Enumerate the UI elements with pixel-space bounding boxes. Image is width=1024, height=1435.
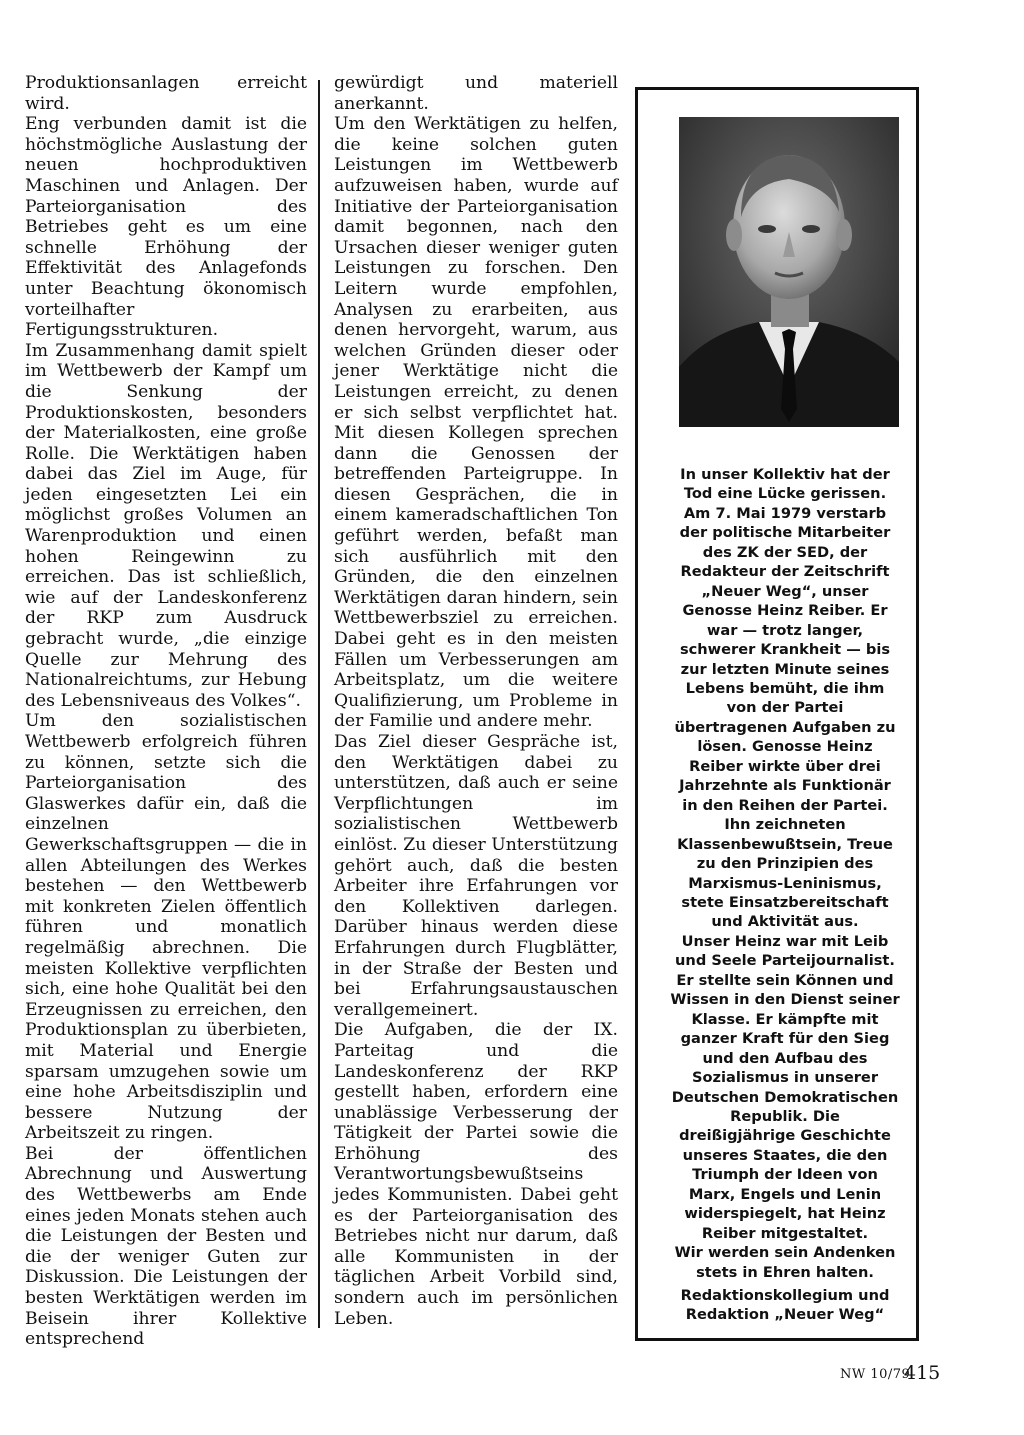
obituary-paragraph: Unser Heinz war mit Leib und Seele Parteijournalist. Er stellte sein Können und Wissen in den Dienst seiner Klasse. Er kämpfte mit ganzer Kraft für den Sieg und den Aufbau des Sozialismus in unserer Deutschen Demokratischen Republik. Die dreißigjährige Geschichte unseres Staates, die den Triumph der Ideen von Marx, Engels und Lenin widerspiegelt, hat Heinz Reiber mitgestaltet. [670,932,900,1242]
paragraph: gewürdigt und materiell anerkannt. [334,73,618,114]
signature-line: Redaktionskollegium und [680,1287,890,1305]
obituary-paragraph: Wir werden sein Andenken stets in Ehren halten. [674,1244,896,1281]
column-divider [318,80,320,1328]
page-number: 415 [904,1362,941,1384]
paragraph: Bei der öffentlichen Abrechnung und Auswertung des Wettbewerbs am Ende eines jeden Monats stehen auch die Leistungen der Besten und die der weniger Guten zur Diskussion. Die Leistungen der besten Werktätigen werden im Beisein ihrer Kollektive entsprechend [25,1143,307,1350]
obituary-paragraph: In unser Kollektiv hat der Tod eine Lücke gerissen. Am 7. Mai 1979 verstarb der politische Mitarbeiter des ZK der SED, der Redakteur der Zeitschrift „Neuer Weg“, unser Genosse Heinz Reiber. Er war — trotz langer, schwerer Krankheit — bis zur letzten Minute seines Lebens bemüht, die ihm von der Partei übertragenen Aufgaben zu lösen. Genosse Heinz Reiber wirkte über drei Jahrzehnte als Funktionär in den Reihen der Partei. Ihn zeichneten Klassenbewußtsein, Treue zu den Prinzipien des Marxismus-Leninismus, stete Einsatzbereitschaft und Aktivität aus. [674,466,896,931]
portrait-photo [679,117,899,427]
text-column-1 [25,73,307,1350]
portrait-image [679,117,899,427]
paragraph: Das Ziel dieser Gespräche ist, den Werktätigen dabei zu unterstützen, daß auch er seine Verpflichtungen im sozialistischen Wettbewerb einlöst. Zu dieser Unterstützung gehört auch, daß die besten Arbeiter ihre Erfahrungen vor den Kollektiven darlegen. Darüber hinaus werden diese Erfahrungen durch Flugblätter, in der Straße der Besten und bei Erfahrungsaustauschen verallgemeinert. [334,732,618,1020]
paragraph: Um den Werktätigen zu helfen, die keine solchen guten Leistungen im Wettbewerb aufzuweisen haben, wurde auf Initiative der Parteiorganisation damit begonnen, nach den Ursachen dieser weniger guten Leistungen zu forschen. Den Leitern wurde empfohlen, Analysen zu erarbeiten, aus denen hervorgeht, warum, aus welchen Gründen dieser oder jener Werktätige nicht die Leistungen erreicht, zu denen er sich selbst verpflichtet hat. Mit diesen Kollegen sprechen dann die Genossen der betreffenden Parteigruppe. In diesen Gesprächen, die in einem kameradschaftlichen Ton geführt werden, befaßt man sich ausführlich mit den Gründen, die den einzelnen Werktätigen daran hindern, sein Wettbewerbsziel zu erreichen. Dabei geht es in den meisten Fällen um Verbesserungen am Arbeitsplatz, um die weitere Qualifizierung, um Probleme in der Familie und andere mehr. [334,114,618,732]
paragraph: Die Aufgaben, die der IX. Parteitag und die Landeskonferenz der RKP gestellt haben, erfordern eine unablässige Verbesserung der Tätigkeit der Partei sowie die Erhöhung des Verantwortungsbewußtseins jedes Kommunisten. Dabei geht es der Parteiorganisation des Betriebes nicht nur darum, daß alle Kommunisten in der täglichen Arbeit Vorbild sind, sondern auch im persönlichen Leben. [334,1020,618,1329]
paragraph: Im Zusammenhang damit spielt im Wettbewerb der Kampf um die Senkung der Produktionskosten, besonders der Materialkosten, eine große Rolle. Die Werktätigen haben dabei das Ziel im Auge, für jeden eingesetzten Lei ein möglichst großes Volumen an Warenproduktion und einen hohen Reingewinn zu erreichen. Das ist schließlich, wie auf der Landeskonferenz der RKP zum Ausdruck gebracht wurde, „die einzige Quelle zur Mehrung des Nationalreichtums, zur Hebung des Lebensniveaus des Volkes“. [25,340,307,711]
paragraph: Um den sozialistischen Wettbewerb erfolgreich führen zu können, setzte sich die Parteiorganisation des Glaswerkes dafür ein, daß die einzelnen Gewerkschaftsgruppen — die in allen Abteilungen des Werkes bestehen — den Wettbewerb mit konkreten Zielen öffentlich führen und monatlich regelmäßig abrechnen. Die meisten Kollektive verpflichten sich, eine hohe Qualität bei den Erzeugnissen zu erreichen, den Produktionsplan zu überbieten, mit Material und Energie sparsam umzugehen sowie um eine hohe Arbeitsdisziplin und bessere Nutzung der Arbeitszeit zu ringen. [25,711,307,1144]
obituary-text [670,465,900,1325]
text-column-2 [334,73,618,1329]
paragraph: Eng verbunden damit ist die höchstmögliche Auslastung der neuen hochproduktiven Maschinen und Anlagen. Der Parteiorganisation des Betriebes geht es um eine schnelle Erhöhung der Effektivität des Anlagefonds unter Beachtung ökonomisch vorteilhafter Fertigungsstrukturen. [25,114,307,341]
paragraph: Produktionsanlagen erreicht wird. [25,73,307,114]
signature-line: Redaktion „Neuer Weg“ [685,1306,885,1324]
issue-label: NW 10/79 [840,1367,911,1382]
